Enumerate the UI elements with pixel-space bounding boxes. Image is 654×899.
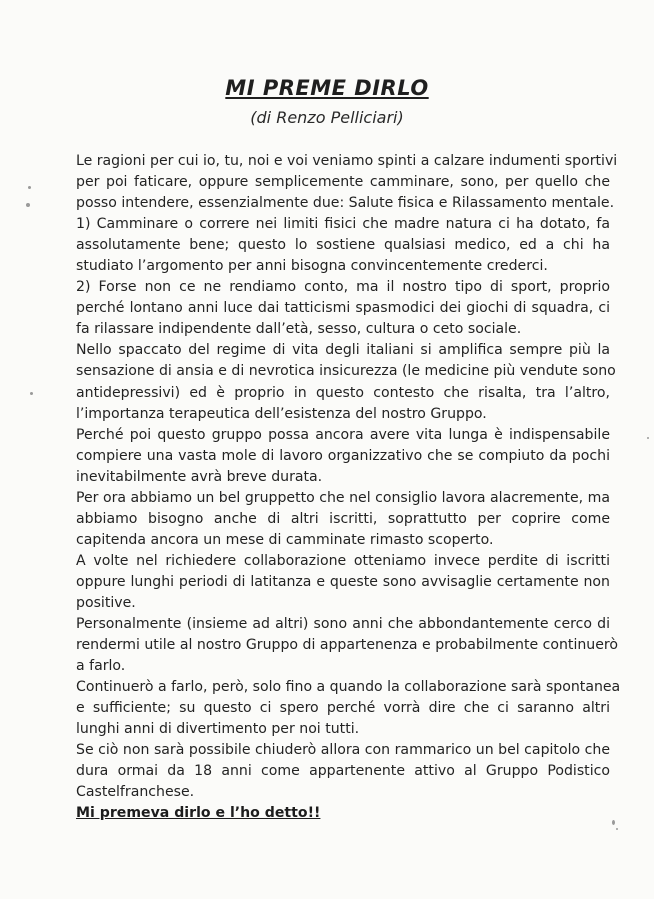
text-line: oppure lunghi periodi di latitanza e queste sono avvisaglie certamente non bbox=[76, 573, 610, 590]
scan-speck bbox=[30, 392, 33, 395]
text-line: fa rilassare indipendente dall’età, sesso, cultura o ceto sociale. bbox=[76, 321, 522, 338]
text-line: posso intendere, essenzialmente due: Salute fisica e Rilassamento mentale. bbox=[76, 195, 615, 212]
text-line: lunghi anni di divertimento per noi tutti. bbox=[76, 721, 360, 738]
text-line: Castelfranchese. bbox=[76, 784, 195, 801]
text-line: Per ora abbiamo un bel gruppetto che nel consiglio lavora alacremente, ma bbox=[76, 489, 610, 506]
text-line: per poi faticare, oppure semplicemente camminare, sono, per quello che bbox=[76, 174, 610, 191]
text-line: e sufficiente; su questo ci spero perché vorrà dire che ci saranno altri bbox=[76, 700, 610, 717]
text-line: rendermi utile al nostro Gruppo di appartenenza e probabilmente continuerò bbox=[76, 637, 619, 654]
scan-speck bbox=[616, 828, 618, 830]
text-line: a farlo. bbox=[76, 658, 126, 675]
text-line: compiere una vasta mole di lavoro organizzativo che se compiuto da pochi bbox=[76, 447, 610, 464]
text-line: abbiamo bisogno anche di altri iscritti, soprattutto per coprire come bbox=[76, 510, 610, 527]
scan-speck bbox=[26, 203, 30, 207]
text-line: 1) Camminare o correre nei limiti fisici che madre natura ci ha dotato, fa bbox=[76, 216, 610, 233]
scan-speck bbox=[647, 437, 649, 439]
text-line: dura ormai da 18 anni come appartenente attivo al Gruppo Podistico bbox=[76, 763, 610, 780]
text-line: Continuerò a farlo, però, solo fino a quando la collaborazione sarà spontanea bbox=[76, 679, 621, 696]
article-body bbox=[76, 151, 621, 825]
text-line: inevitabilmente avrà breve durata. bbox=[76, 468, 323, 485]
scan-speck bbox=[612, 820, 615, 825]
page-title: MI PREME DIRLO bbox=[225, 76, 429, 100]
text-line: A volte nel richiedere collaborazione otteniamo invece perdite di iscritti bbox=[76, 552, 610, 569]
scan-speck bbox=[28, 186, 31, 189]
text-line: studiato l’argomento per anni bisogna convincentemente crederci. bbox=[76, 258, 548, 275]
closing-line: Mi premeva dirlo e l’ho detto!! bbox=[76, 805, 321, 822]
text-line: Personalmente (insieme ad altri) sono anni che abbondantemente cerco di bbox=[76, 616, 610, 633]
text-line: Le ragioni per cui io, tu, noi e voi veniamo spinti a calzare indumenti sportivi bbox=[76, 153, 618, 169]
text-line: Se ciò non sarà possibile chiuderò allora con rammarico un bel capitolo che bbox=[76, 742, 610, 759]
text-line: Nello spaccato del regime di vita degli italiani si amplifica sempre più la bbox=[76, 342, 610, 359]
text-line: positive. bbox=[76, 594, 136, 611]
text-line: sensazione di ansia e di nevrotica insicurezza (le medicine più vendute sono bbox=[76, 363, 616, 380]
text-line: l’importanza terapeutica dell’esistenza del nostro Gruppo. bbox=[76, 405, 487, 422]
text-line: antidepressivi) ed è proprio in questo contesto che risalta, tra l’altro, bbox=[76, 384, 610, 401]
author-byline: (di Renzo Pelliciari) bbox=[250, 108, 404, 127]
text-line: assolutamente bene; questo lo sostiene qualsiasi medico, ed a chi ha bbox=[76, 237, 610, 254]
text-line: Perché poi questo gruppo possa ancora avere vita lunga è indispensabile bbox=[76, 426, 610, 443]
text-line: perché lontano anni luce dai tatticismi spasmodici dei giochi di squadra, ci bbox=[76, 300, 610, 317]
text-line: 2) Forse non ce ne rendiamo conto, ma il nostro tipo di sport, proprio bbox=[76, 279, 610, 296]
text-line: capitenda ancora un mese di camminate rimasto scoperto. bbox=[76, 531, 494, 548]
